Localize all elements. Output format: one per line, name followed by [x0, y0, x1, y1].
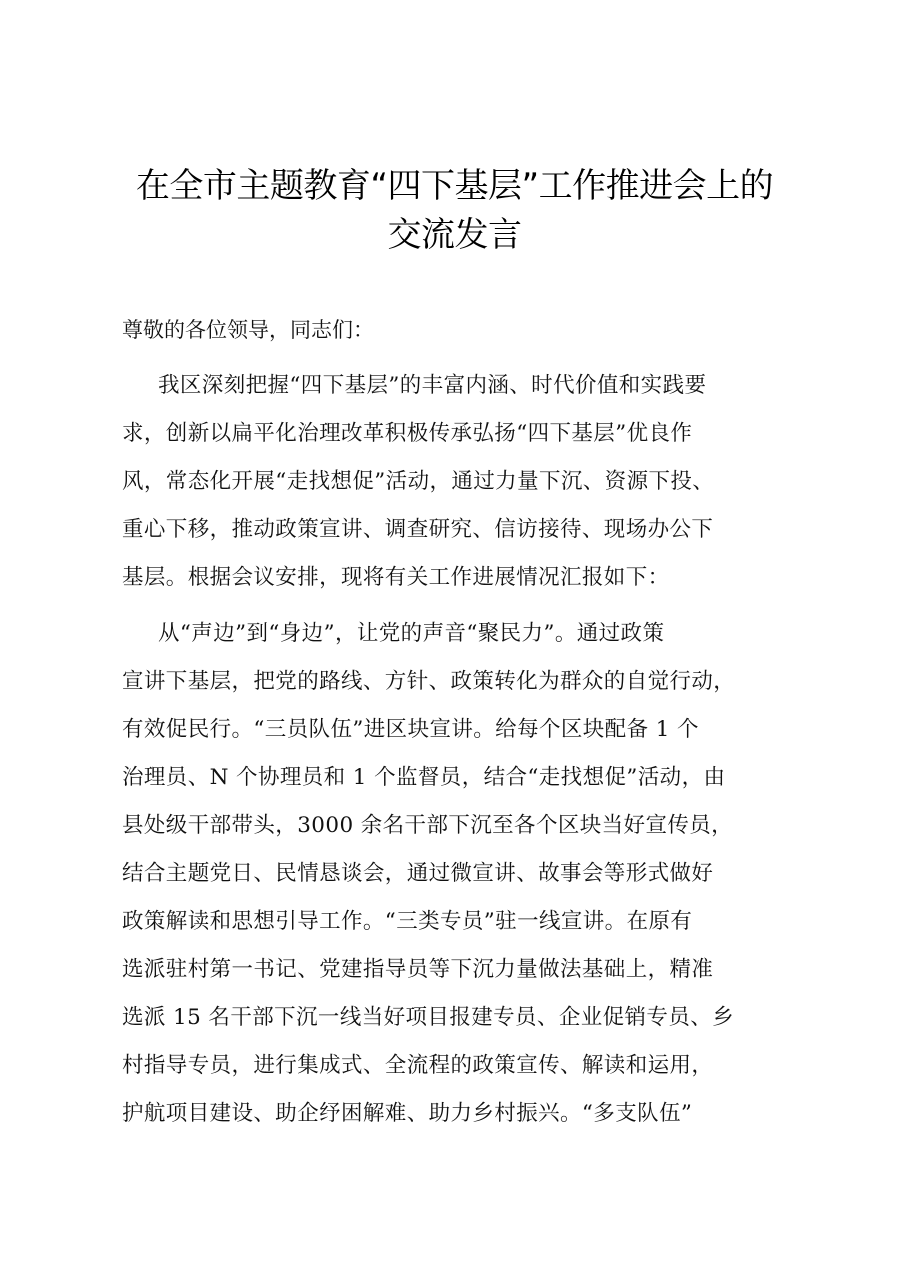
paragraph2-line: 选派 15 名干部下沉一线当好项目报建专员、企业促销专员、乡 [122, 1005, 735, 1030]
paragraph2-line: 县处级干部带头，3000 余名干部下沉至各个区块当好宣传员， [122, 813, 734, 838]
paragraph1-line: 求，创新以扁平化治理改革积极传承弘扬“四下基层”优良作 [122, 421, 693, 446]
paragraph2-line: 护航项目建设、助企纾困解难、助力乡村振兴。“多支队伍” [122, 1101, 693, 1126]
paragraph1-line: 我区深刻把握“四下基层”的丰富内涵、时代价值和实践要 [158, 373, 707, 398]
paragraph2-line: 政策解读和思想引导工作。“三类专员”驻一线宣讲。在原有 [122, 909, 693, 934]
document-title-line-2: 交流发言 [387, 215, 522, 255]
paragraph2-line: 选派驻村第一书记、党建指导员等下沉力量做法基础上，精准 [122, 957, 714, 982]
paragraph2-line: 从“声边”到“身边”，让党的声音“聚民力”。通过政策 [158, 621, 665, 646]
paragraph2-line: 村指导专员，进行集成式、全流程的政策宣传、解读和运用， [122, 1053, 714, 1078]
paragraph2-line: 宣讲下基层，把党的路线、方针、政策转化为群众的自觉行动， [122, 669, 736, 694]
paragraph1-line: 重心下移，推动政策宣讲、调查研究、信访接待、现场办公下 [122, 517, 714, 542]
paragraph2-line: 结合主题党日、民情恳谈会，通过微宣讲、故事会等形式做好 [122, 861, 714, 886]
salutation: 尊敬的各位领导，同志们： [122, 318, 374, 342]
paragraph1-line: 风，常态化开展“走找想促”活动，通过力量下沉、资源下投、 [122, 469, 715, 494]
paragraph2-line: 治理员、N 个协理员和 1 个监督员，结合“走找想促”活动，由 [122, 765, 726, 790]
paragraph2-line: 有效促民行。“三员队伍”进区块宣讲。给每个区块配备 1 个 [122, 717, 699, 742]
document-title-line-1: 在全市主题教育“四下基层”工作推进会上的 [135, 166, 774, 206]
paragraph1-line: 基层。根据会议安排，现将有关工作进展情况汇报如下： [122, 565, 670, 590]
